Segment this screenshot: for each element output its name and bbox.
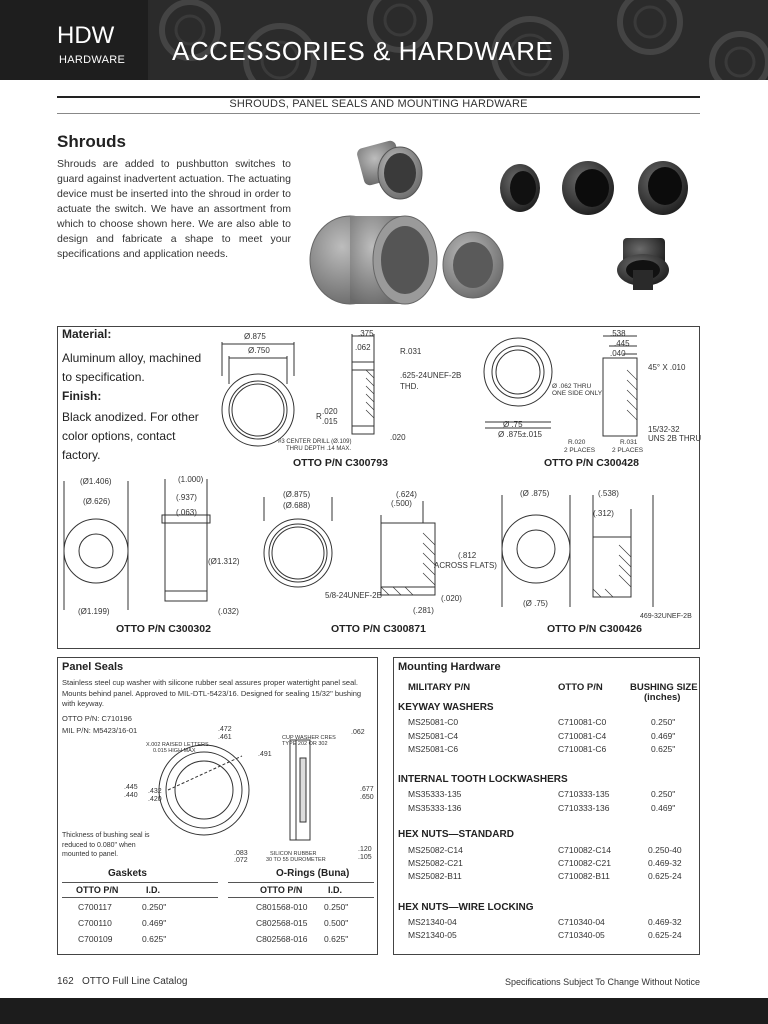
seal-raised-1: X.002 RAISED LETTERS bbox=[146, 742, 209, 748]
table-cell: 0.469-32 bbox=[648, 858, 682, 868]
seal-dim-062: .062 bbox=[351, 729, 365, 736]
group-keyway-washers: KEYWAY WASHERS bbox=[398, 702, 494, 713]
material-text: Aluminum alloy, machined to specification. bbox=[62, 351, 202, 384]
pn-c300793: OTTO P/N C300793 bbox=[293, 457, 388, 469]
dim-c300426-thread: 469-32UNEF-2B bbox=[640, 613, 692, 620]
dim-c300302-d1312: (Ø1.312) bbox=[208, 557, 240, 566]
table-cell: MS21340-05 bbox=[408, 930, 457, 940]
table-cell: 0.250" bbox=[651, 789, 676, 799]
shroud-product-photos bbox=[305, 130, 705, 315]
table-cell: MS35333-135 bbox=[408, 789, 462, 799]
table-cell: C710082-C14 bbox=[558, 845, 611, 855]
table-cell: C700117 bbox=[78, 902, 112, 912]
orings-col-id: I.D. bbox=[328, 885, 343, 895]
dim-c300428-places1: 2 PLACES bbox=[564, 447, 596, 454]
seal-dim-120: .120 bbox=[358, 846, 372, 853]
table-cell: MS21340-04 bbox=[408, 917, 457, 927]
photo-shroud-4 bbox=[500, 164, 540, 212]
brand-title: HDW bbox=[57, 22, 115, 49]
table-cell: 0.625" bbox=[324, 934, 349, 944]
dim-c300302-d1199: (Ø1.199) bbox=[78, 607, 110, 616]
dim-c300426-d538: (.538) bbox=[598, 489, 619, 498]
page-number: 162 bbox=[57, 976, 74, 987]
table-cell: C710081-C4 bbox=[558, 731, 607, 741]
seal-dim-420: .420 bbox=[148, 796, 162, 803]
table-cell: 0.250-40 bbox=[648, 845, 682, 855]
table-cell: MS25082-C14 bbox=[408, 845, 463, 855]
pn-c300302: OTTO P/N C300302 bbox=[116, 623, 211, 635]
dim-c300426-d875: (Ø .875) bbox=[520, 489, 550, 498]
gaskets-col-pn: OTTO P/N bbox=[76, 885, 119, 895]
dim-c300793-drill2: THRU DEPTH .14 MAX. bbox=[286, 446, 352, 452]
dim-c300428-d875: Ø .875±.015 bbox=[498, 430, 542, 439]
table-cell: MS35333-136 bbox=[408, 803, 462, 813]
orings-col-pn: OTTO P/N bbox=[260, 885, 303, 895]
table-cell: 0.469" bbox=[651, 803, 676, 813]
dim-c300793-r020: .020 bbox=[322, 407, 338, 416]
dim-c300428-thread1: 15/32-32 bbox=[648, 425, 680, 434]
mounting-col-otto: OTTO P/N bbox=[558, 682, 603, 693]
seal-dim-072: .072 bbox=[234, 857, 248, 864]
orings-heading: O-Rings (Buna) bbox=[276, 868, 350, 879]
seal-dim-491: .491 bbox=[258, 751, 272, 758]
top-rule-thin bbox=[57, 113, 700, 114]
table-cell: C710340-04 bbox=[558, 917, 605, 927]
table-cell: MS25081-C6 bbox=[408, 744, 459, 754]
dim-c300428-thread2: UNS 2B THRU bbox=[648, 434, 702, 443]
dim-c300793-d062: .062 bbox=[355, 343, 371, 352]
dim-c300793-d750: Ø.750 bbox=[248, 346, 270, 355]
shrouds-description: Shrouds are added to pushbutton switches to guard against inadvertent actuation. The actuating device must be inserted into the shroud in order to actuate the switch. We have an assortment from which to choose shown here. We are also able to design and fabricate a shape to meet your specifications and application needs. bbox=[57, 158, 291, 260]
orings-rule-2 bbox=[228, 897, 374, 898]
dim-c300871-across2: ACROSS FLATS) bbox=[434, 561, 497, 570]
table-cell: 0.625-24 bbox=[648, 930, 682, 940]
finish-label: Finish: bbox=[62, 389, 102, 403]
panel-seals-box bbox=[57, 657, 378, 955]
dim-c300871-d281: (.281) bbox=[413, 606, 434, 615]
mounting-hardware-box bbox=[393, 657, 700, 955]
seal-dim-461: .461 bbox=[218, 734, 232, 741]
dim-c300428-note2: ONE SIDE ONLY bbox=[552, 390, 603, 397]
dim-c300793-d375: .375 bbox=[358, 329, 374, 338]
dim-c300426-d312: (.312) bbox=[593, 509, 614, 518]
dim-c300428-places2: 2 PLACES bbox=[612, 447, 644, 454]
seal-dim-445: .445 bbox=[124, 784, 138, 791]
dim-c300871-d875: (Ø.875) bbox=[283, 490, 311, 499]
seal-rubber-1: SILICON RUBBER bbox=[270, 851, 317, 857]
dim-c300793-r031: R.031 bbox=[400, 347, 422, 356]
dim-c300302-d937: (.937) bbox=[176, 493, 197, 502]
dim-c300871-d500: (.500) bbox=[391, 499, 412, 508]
panel-seals-heading: Panel Seals bbox=[62, 661, 124, 673]
dim-c300793-drill1: #3 CENTER DRILL (Ø.109) bbox=[278, 439, 352, 445]
table-cell: C700110 bbox=[78, 918, 112, 928]
dim-c300302-d032: (.032) bbox=[218, 607, 239, 616]
dim-c300871-d688: (Ø.688) bbox=[283, 501, 311, 510]
mounting-col-bushing-unit: (inches) bbox=[644, 692, 681, 703]
panel-seals-mil-pn: MIL P/N: M5423/16-01 bbox=[62, 726, 138, 735]
dim-c300871-across: (.812 bbox=[458, 551, 477, 560]
dim-c300871-thread: 5/8-24UNEF-2B bbox=[325, 591, 382, 600]
dim-c300428-note1: Ø .062 THRU bbox=[552, 383, 592, 390]
section-subtitle: SHROUDS, PANEL SEALS AND MOUNTING HARDWARE bbox=[229, 98, 528, 110]
brand-subtitle: HARDWARE bbox=[59, 54, 126, 66]
table-cell: MS25082-C21 bbox=[408, 858, 463, 868]
seal-dim-440: .440 bbox=[124, 792, 138, 799]
brand-box bbox=[0, 0, 148, 80]
dim-c300302-d1406: (Ø1.406) bbox=[80, 477, 112, 486]
shrouds-heading: Shrouds bbox=[57, 132, 126, 151]
dim-c300793-r: R bbox=[316, 412, 322, 421]
seal-dim-105: .105 bbox=[358, 854, 372, 861]
table-cell: MS25081-C4 bbox=[408, 731, 459, 741]
dim-c300428-r031: R.031 bbox=[620, 439, 638, 446]
dim-c300428-d445: .445 bbox=[614, 339, 630, 348]
photo-shroud-5 bbox=[562, 161, 614, 215]
footer-page-info bbox=[57, 976, 187, 987]
table-cell: C710082-B11 bbox=[558, 871, 610, 881]
table-cell: 0.625" bbox=[651, 744, 676, 754]
footer-bar bbox=[0, 998, 768, 1024]
dim-c300871-d020: (.020) bbox=[441, 594, 462, 603]
dim-c300793-thread: .625-24UNEF-2B bbox=[400, 371, 462, 380]
table-cell: 0.625" bbox=[142, 934, 167, 944]
table-cell: 0.469" bbox=[651, 731, 676, 741]
pn-c300426: OTTO P/N C300426 bbox=[547, 623, 642, 635]
drawing-c300302 bbox=[60, 475, 240, 615]
table-cell: C710082-C21 bbox=[558, 858, 611, 868]
page-header bbox=[0, 0, 768, 80]
group-hex-nuts-standard: HEX NUTS—STANDARD bbox=[398, 829, 514, 840]
photo-shroud-2 bbox=[310, 216, 437, 304]
dim-c300428-r020: R.020 bbox=[568, 439, 586, 446]
pn-c300871: OTTO P/N C300871 bbox=[331, 623, 426, 635]
dim-c300426-d75: (Ø .75) bbox=[523, 599, 548, 608]
dim-c300793-r015: .015 bbox=[322, 417, 338, 426]
dim-c300428-d538: .538 bbox=[610, 329, 626, 338]
catalog-name: OTTO Full Line Catalog bbox=[82, 976, 188, 987]
table-cell: 0.469-32 bbox=[648, 917, 682, 927]
drawing-c300426 bbox=[498, 487, 698, 617]
seal-cup-1: CUP WASHER CRES bbox=[282, 735, 336, 741]
dim-c300793-thd: THD. bbox=[400, 382, 419, 391]
table-cell: C802568-016 bbox=[256, 934, 308, 944]
table-cell: 0.469" bbox=[142, 918, 167, 928]
photo-shroud-3 bbox=[443, 232, 503, 298]
orings-rule bbox=[228, 882, 374, 883]
gaskets-col-id: I.D. bbox=[146, 885, 161, 895]
table-cell: MS25081-C0 bbox=[408, 717, 459, 727]
dim-c300302-d626: (Ø.626) bbox=[83, 497, 111, 506]
photo-shroud-7 bbox=[617, 238, 669, 290]
material-label: Material: bbox=[62, 327, 112, 341]
dim-c300871-d624: (.624) bbox=[396, 490, 417, 499]
seal-rubber-2: 30 TO 55 DUROMETER bbox=[266, 857, 326, 863]
footer-notice: Specifications Subject To Change Without Notice bbox=[505, 977, 700, 987]
table-cell: C710081-C6 bbox=[558, 744, 607, 754]
dim-c300793-d020: .020 bbox=[390, 433, 406, 442]
table-cell: 0.250" bbox=[651, 717, 676, 727]
dim-c300793-d875: Ø.875 bbox=[244, 332, 266, 341]
pn-c300428: OTTO P/N C300428 bbox=[544, 457, 639, 469]
page-title: ACCESSORIES & HARDWARE bbox=[172, 36, 554, 66]
table-cell: 0.250" bbox=[324, 902, 349, 912]
seal-dim-650: .650 bbox=[360, 794, 374, 801]
seal-cup-2: TYPE 202 OR 302 bbox=[282, 741, 328, 747]
dim-c300428-chamfer: 45° X .010 bbox=[648, 363, 686, 372]
group-hex-nuts-wire-locking: HEX NUTS—WIRE LOCKING bbox=[398, 902, 534, 913]
table-cell: C801568-010 bbox=[256, 902, 308, 912]
table-cell: 0.625-24 bbox=[648, 871, 682, 881]
table-cell: MS25082-B11 bbox=[408, 871, 462, 881]
table-cell: 0.250" bbox=[142, 902, 167, 912]
table-cell: C710081-C0 bbox=[558, 717, 607, 727]
photo-shroud-6 bbox=[638, 161, 688, 215]
dim-c300428-d75: Ø .75 bbox=[503, 420, 523, 429]
seal-dim-677: .677 bbox=[360, 786, 374, 793]
table-cell: C710333-135 bbox=[558, 789, 610, 799]
finish-text: Black anodized. For other color options, contact factory. bbox=[62, 410, 199, 462]
dim-c300428-d040: .040 bbox=[610, 349, 626, 358]
table-cell: C710340-05 bbox=[558, 930, 605, 940]
gaskets-heading: Gaskets bbox=[108, 868, 147, 879]
table-cell: 0.500" bbox=[324, 918, 349, 928]
panel-seals-otto-pn: OTTO P/N: C710196 bbox=[62, 714, 132, 723]
dim-c300302-d1000: (1.000) bbox=[178, 475, 204, 484]
shroud-drawings-box bbox=[57, 326, 700, 649]
panel-seals-description: Stainless steel cup washer with silicone rubber seal assures proper watertight panel seal. Mounts behind panel. Approved to MIL-DTL-5423/16. Designed for sealing 15/32" bushing with keyway. bbox=[62, 678, 362, 708]
gaskets-rule-2 bbox=[62, 897, 218, 898]
seal-raised-2: 0.015 HIGH MAX bbox=[153, 748, 196, 754]
seal-thickness-note: Thickness of bushing seal is reduced to 0.080" when mounted to panel. bbox=[62, 832, 150, 858]
mounting-col-bushing: BUSHING SIZE bbox=[630, 682, 698, 693]
dim-c300302-d063: (.063) bbox=[176, 508, 197, 517]
gaskets-rule bbox=[62, 882, 218, 883]
table-cell: C700109 bbox=[78, 934, 113, 944]
seal-dim-432: .432 bbox=[148, 788, 162, 795]
table-cell: C710333-136 bbox=[558, 803, 610, 813]
seal-dim-472: .472 bbox=[218, 726, 232, 733]
photo-shroud-1 bbox=[356, 139, 422, 199]
seal-dim-083: .083 bbox=[234, 850, 248, 857]
group-lockwashers: INTERNAL TOOTH LOCKWASHERS bbox=[398, 774, 568, 785]
mounting-heading: Mounting Hardware bbox=[398, 661, 501, 673]
mounting-col-mil: MILITARY P/N bbox=[408, 682, 471, 693]
table-cell: C802568-015 bbox=[256, 918, 308, 928]
